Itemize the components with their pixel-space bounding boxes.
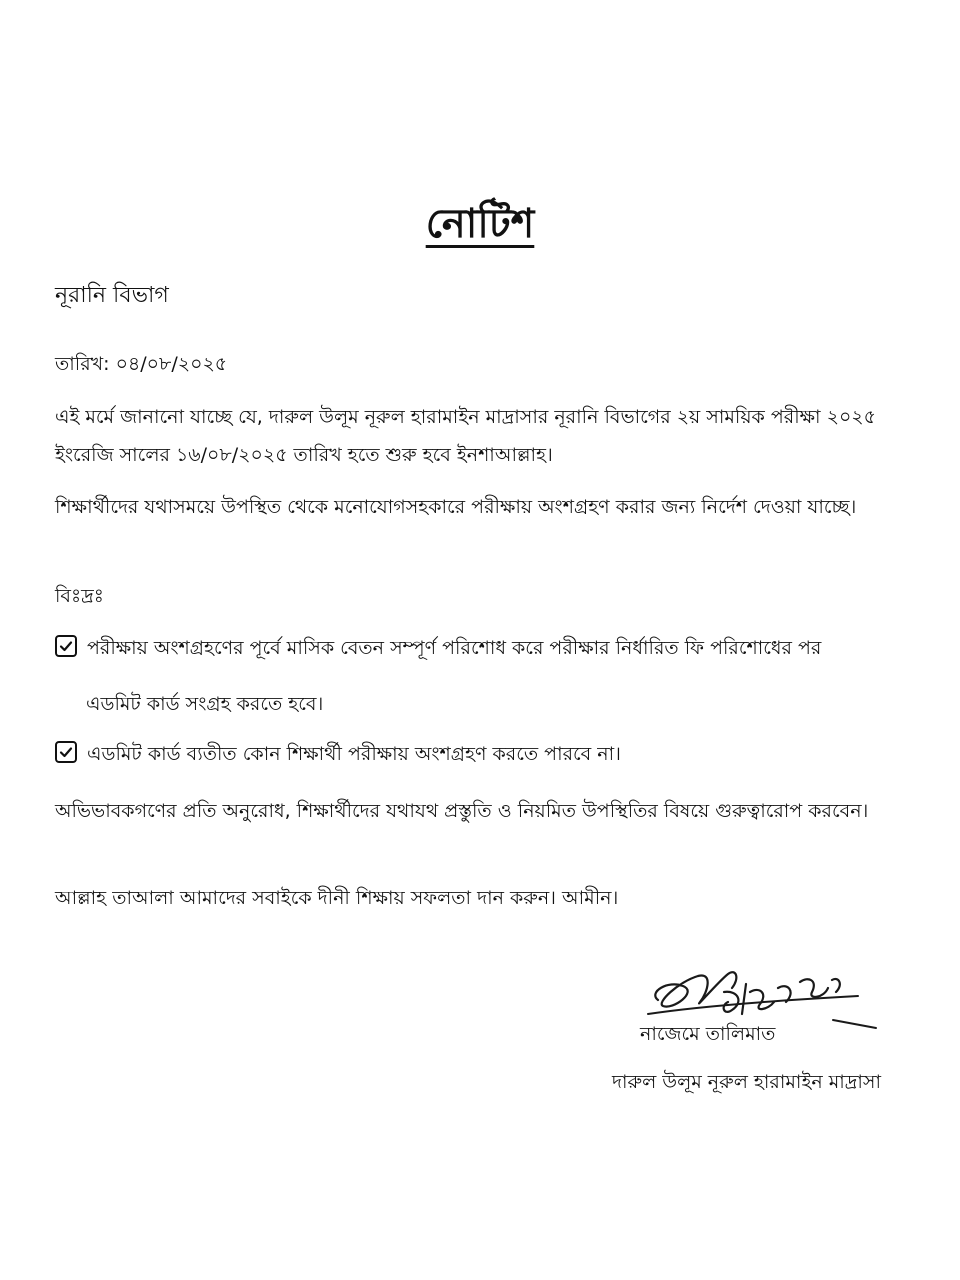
exam-announcement-paragraph: এই মর্মে জানানো যাচ্ছে যে, দারুল উলূম নূরুল হারামাইন মাদ্রাসার নূরানি বিভাগের ২য় সাময়িক পরীক্ষা ২০২৫ ইংরেজি সালের ১৬/০৮/২০২৫ তারিখ হতে শুরু হবে ইনশাআল্লাহ। — [55, 406, 876, 466]
attendance-instruction-paragraph: শিক্ষার্থীদের যথাসময়ে উপস্থিত থেকে মনোযোগসহকারে পরীক্ষায় অংশগ্রহণ করার জন্য নির্দেশ দেওয়া যাচ্ছে। — [55, 496, 857, 518]
notice-date: তারিখ: ০৪/০৮/২০২৫ — [55, 353, 228, 375]
note-heading: বিঃদ্রঃ — [55, 585, 104, 607]
note-item-fee-text: পরীক্ষায় অংশগ্রহণের পূর্বে মাসিক বেতন সম্পূর্ণ পরিশোধ করে পরীক্ষার নির্ধারিত ফি পরিশোধের পর — [87, 637, 822, 659]
note-item-admit-card — [55, 736, 925, 772]
notice-title-text: নোটিশ — [425, 201, 535, 247]
signatory-title: নাজেমে তালিমাত — [640, 1023, 776, 1045]
note-item-fee-continuation: এডমিট কার্ড সংগ্রহ করতে হবে। — [86, 693, 324, 715]
closing-prayer: আল্লাহ তাআলা আমাদের সবাইকে দীনী শিক্ষায় সফলতা দান করুন। আমীন। — [55, 887, 619, 909]
notice-title — [0, 192, 960, 259]
guardian-request-paragraph: অভিভাবকগণের প্রতি অনুরোধ, শিক্ষার্থীদের যথাযথ প্রস্তুতি ও নিয়মিত উপস্থিতির বিষয়ে গুরুত্বারোপ করবেন। — [55, 800, 869, 822]
note-item-fee — [55, 630, 925, 666]
note-item-admit-card-text: এডমিট কার্ড ব্যতীত কোন শিক্ষার্থী পরীক্ষায় অংশগ্রহণ করতে পারবে না। — [87, 743, 621, 765]
checked-box-icon — [55, 741, 77, 763]
department-label: নূরানি বিভাগ — [55, 283, 169, 308]
organization-name: দারুল উলূম নূরুল হারামাইন মাদ্রাসা — [612, 1071, 881, 1093]
checked-box-icon — [55, 635, 77, 657]
